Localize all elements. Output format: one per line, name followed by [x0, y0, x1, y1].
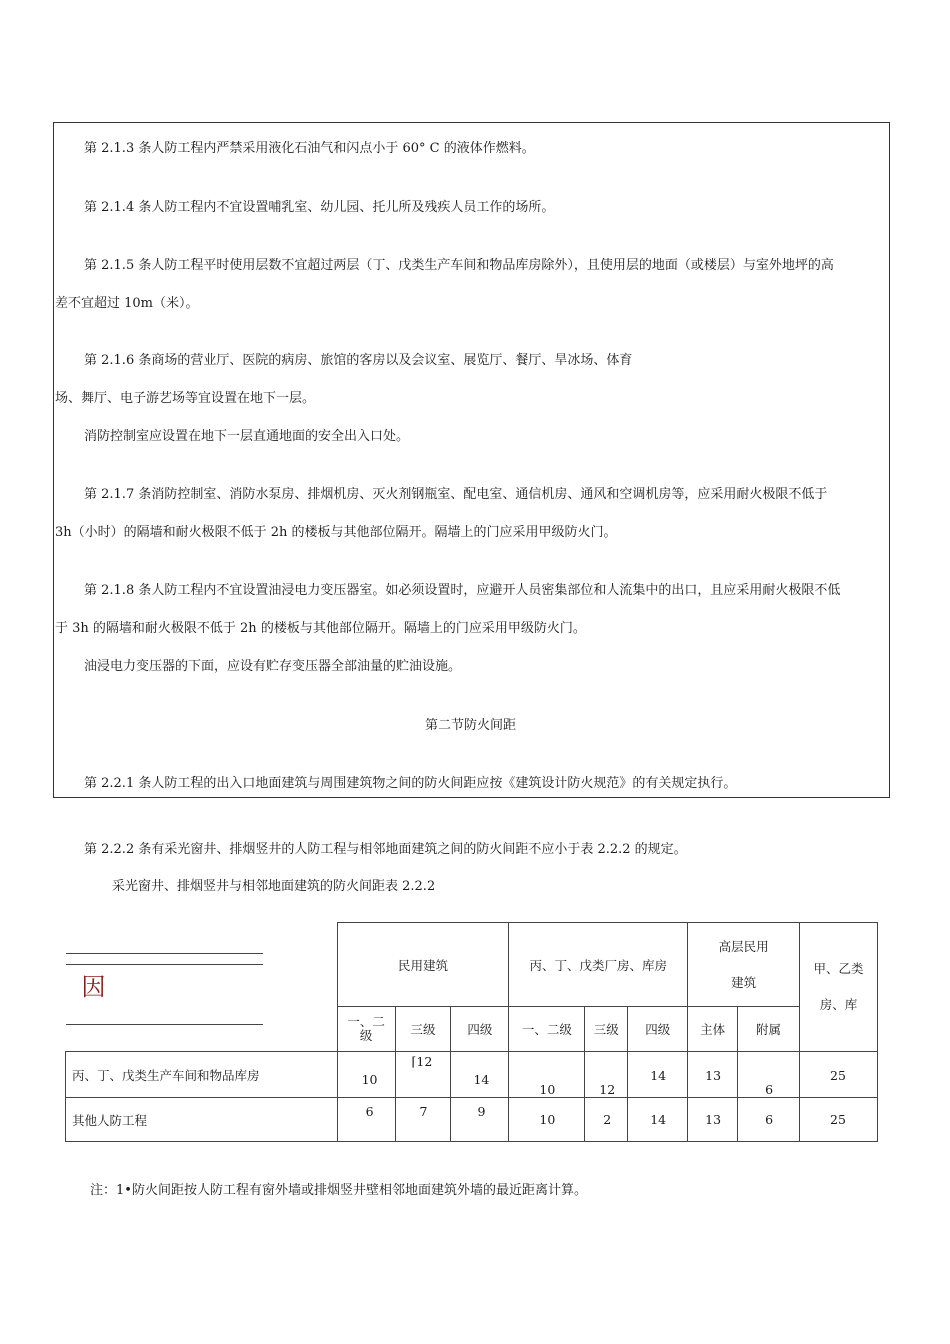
corner-rule-2 — [66, 964, 263, 965]
sub-factory-3: 三级 — [585, 1007, 628, 1052]
clause-2-1-5-line1: 第 2.1.5 条人防工程平时使用层数不宜超过两层（丁、戊类生产车间和物品库房除外），且使用层的地面（或楼层）与室外地坪的高 — [84, 258, 834, 273]
row1-main — [688, 1052, 738, 1098]
sub-civil-12-line1: 一、二 — [347, 1014, 385, 1029]
row2-label: 其他人防工程 — [66, 1098, 338, 1142]
row1-civil-3-value: ⌈12 — [411, 1054, 433, 1069]
row1-civil-3 — [395, 1052, 451, 1098]
table-note: 注：1•防火间距按人防工程有窗外墙或排烟竖井壁相邻地面建筑外墙的最近距离计算。 — [90, 1183, 587, 1198]
clause-2-1-8-line3: 油浸电力变压器的下面，应设有贮存变压器全部油量的贮油设施。 — [84, 659, 462, 674]
row1-main-value: 13 — [705, 1068, 722, 1083]
row2-civil-4-value: 9 — [477, 1104, 486, 1119]
row1-factory-12 — [509, 1052, 585, 1098]
row1-jiayi — [800, 1052, 878, 1098]
header-highrise-line1: 高层民用 — [718, 938, 769, 954]
header-highrise-line2: 建筑 — [731, 974, 757, 990]
row2-factory-4-value: 14 — [650, 1112, 667, 1127]
row1-factory-12-value: 10 — [539, 1082, 556, 1097]
row1-factory-4 — [628, 1052, 688, 1098]
row2-factory-12 — [509, 1098, 585, 1142]
row2-factory-12-value: 10 — [539, 1112, 556, 1127]
header-jiayi — [800, 923, 878, 1052]
clause-2-1-8-line2: 于 3h 的隔墙和耐火极限不低于 2h 的楼板与其他部位隔开。隔墙上的门应采用甲级防火门。 — [55, 621, 586, 636]
clause-2-2-1: 第 2.2.1 条人防工程的出入口地面建筑与周围建筑物之间的防火间距应按《建筑设计防火规范》的有关规定执行。 — [84, 776, 737, 791]
clause-2-1-7-line1: 第 2.1.7 条消防控制室、消防水泵房、排烟机房、灭火剂钢瓶室、配电室、通信机房、通风和空调机房等，应采用耐火极限不低于 — [84, 487, 828, 502]
clause-2-1-5-line2: 差不宜超过 10m（米）。 — [55, 296, 199, 311]
clause-2-1-3: 第 2.1.3 条人防工程内严禁采用液化石油气和闪点小于 60° C 的液体作燃料。 — [84, 141, 535, 156]
clause-2-2-2: 第 2.2.2 条有采光窗井、排烟竖井的人防工程与相邻地面建筑之间的防火间距不应小于表 2.2.2 的规定。 — [84, 842, 687, 857]
row1-civil-12-value: 10 — [361, 1072, 378, 1087]
sub-civil-12 — [337, 1007, 395, 1052]
row1-factory-3-value: 12 — [599, 1082, 616, 1097]
row2-factory-3-value: 2 — [603, 1112, 612, 1127]
row2-annex-value: 6 — [765, 1112, 774, 1127]
row2-factory-3 — [585, 1098, 628, 1142]
clause-2-1-8-line1: 第 2.1.8 条人防工程内不宜设置油浸电力变压器室。如必须设置时，应避开人员密集部位和人流集中的出口，且应采用耐火极限不低 — [84, 583, 841, 598]
header-jiayi-line1: 甲、乙类 — [813, 961, 864, 976]
fire-distance-table — [65, 922, 878, 1142]
row1-jiayi-value: 25 — [830, 1068, 846, 1083]
header-civil: 民用建筑 — [337, 923, 509, 1007]
row2-jiayi — [800, 1098, 878, 1142]
row2-main — [688, 1098, 738, 1142]
sub-civil-4: 四级 — [451, 1007, 509, 1052]
row2-civil-3 — [395, 1098, 451, 1142]
table-corner-cell — [66, 923, 338, 1052]
clause-2-1-7-line2: 3h（小时）的隔墙和耐火极限不低于 2h 的楼板与其他部位隔开。隔墙上的门应采用甲级防火门。 — [55, 525, 617, 540]
clause-2-1-6-line3: 消防控制室应设置在地下一层直通地面的安全出入口处。 — [84, 429, 410, 444]
sub-factory-12: 一、二级 — [509, 1007, 585, 1052]
row1-factory-3 — [585, 1052, 628, 1098]
header-jiayi-line2: 房、库 — [819, 997, 858, 1012]
row2-annex — [738, 1098, 800, 1142]
row1-factory-4-value: 14 — [650, 1068, 667, 1083]
clause-2-1-6-line1: 第 2.1.6 条商场的营业厅、医院的病房、旅馆的客房以及会议室、展览厅、餐厅、旱冰场、体育 — [84, 353, 633, 368]
sub-civil-12-line2: 级 — [359, 1028, 373, 1043]
section-heading: 第二节防火间距 — [424, 718, 516, 733]
row1-civil-4-value: 14 — [473, 1072, 490, 1087]
header-factory: 丙、丁、戊类厂房、库房 — [509, 923, 688, 1007]
row1-label: 丙、丁、戊类生产车间和物品库房 — [66, 1052, 338, 1098]
row2-civil-12-value: 6 — [365, 1104, 374, 1119]
sub-annex: 附属 — [738, 1007, 800, 1052]
row2-civil-3-value: 7 — [419, 1104, 428, 1119]
row2-factory-4 — [628, 1098, 688, 1142]
clause-2-1-4: 第 2.1.4 条人防工程内不宜设置哺乳室、幼儿园、托儿所及残疾人员工作的场所。 — [84, 200, 555, 215]
row2-civil-4 — [451, 1098, 509, 1142]
sub-factory-4: 四级 — [628, 1007, 688, 1052]
sub-civil-3: 三级 — [395, 1007, 451, 1052]
row1-annex — [738, 1052, 800, 1098]
row2-civil-12 — [337, 1098, 395, 1142]
corner-rule-1 — [66, 953, 263, 954]
bordered-text-block — [53, 122, 890, 798]
corner-rule-3 — [66, 1024, 263, 1025]
sub-main: 主体 — [688, 1007, 738, 1052]
clause-2-1-6-line2: 场、舞厅、电子游艺场等宜设置在地下一层。 — [55, 391, 316, 406]
row1-civil-4 — [451, 1052, 509, 1098]
corner-glyph: 因 — [81, 972, 106, 1001]
row1-civil-12 — [337, 1052, 395, 1098]
header-highrise — [688, 923, 800, 1007]
table-title: 采光窗井、排烟竖井与相邻地面建筑的防火间距表 2.2.2 — [112, 879, 436, 894]
row2-main-value: 13 — [705, 1112, 722, 1127]
row2-jiayi-value: 25 — [830, 1112, 846, 1127]
row1-annex-value: 6 — [765, 1082, 774, 1097]
